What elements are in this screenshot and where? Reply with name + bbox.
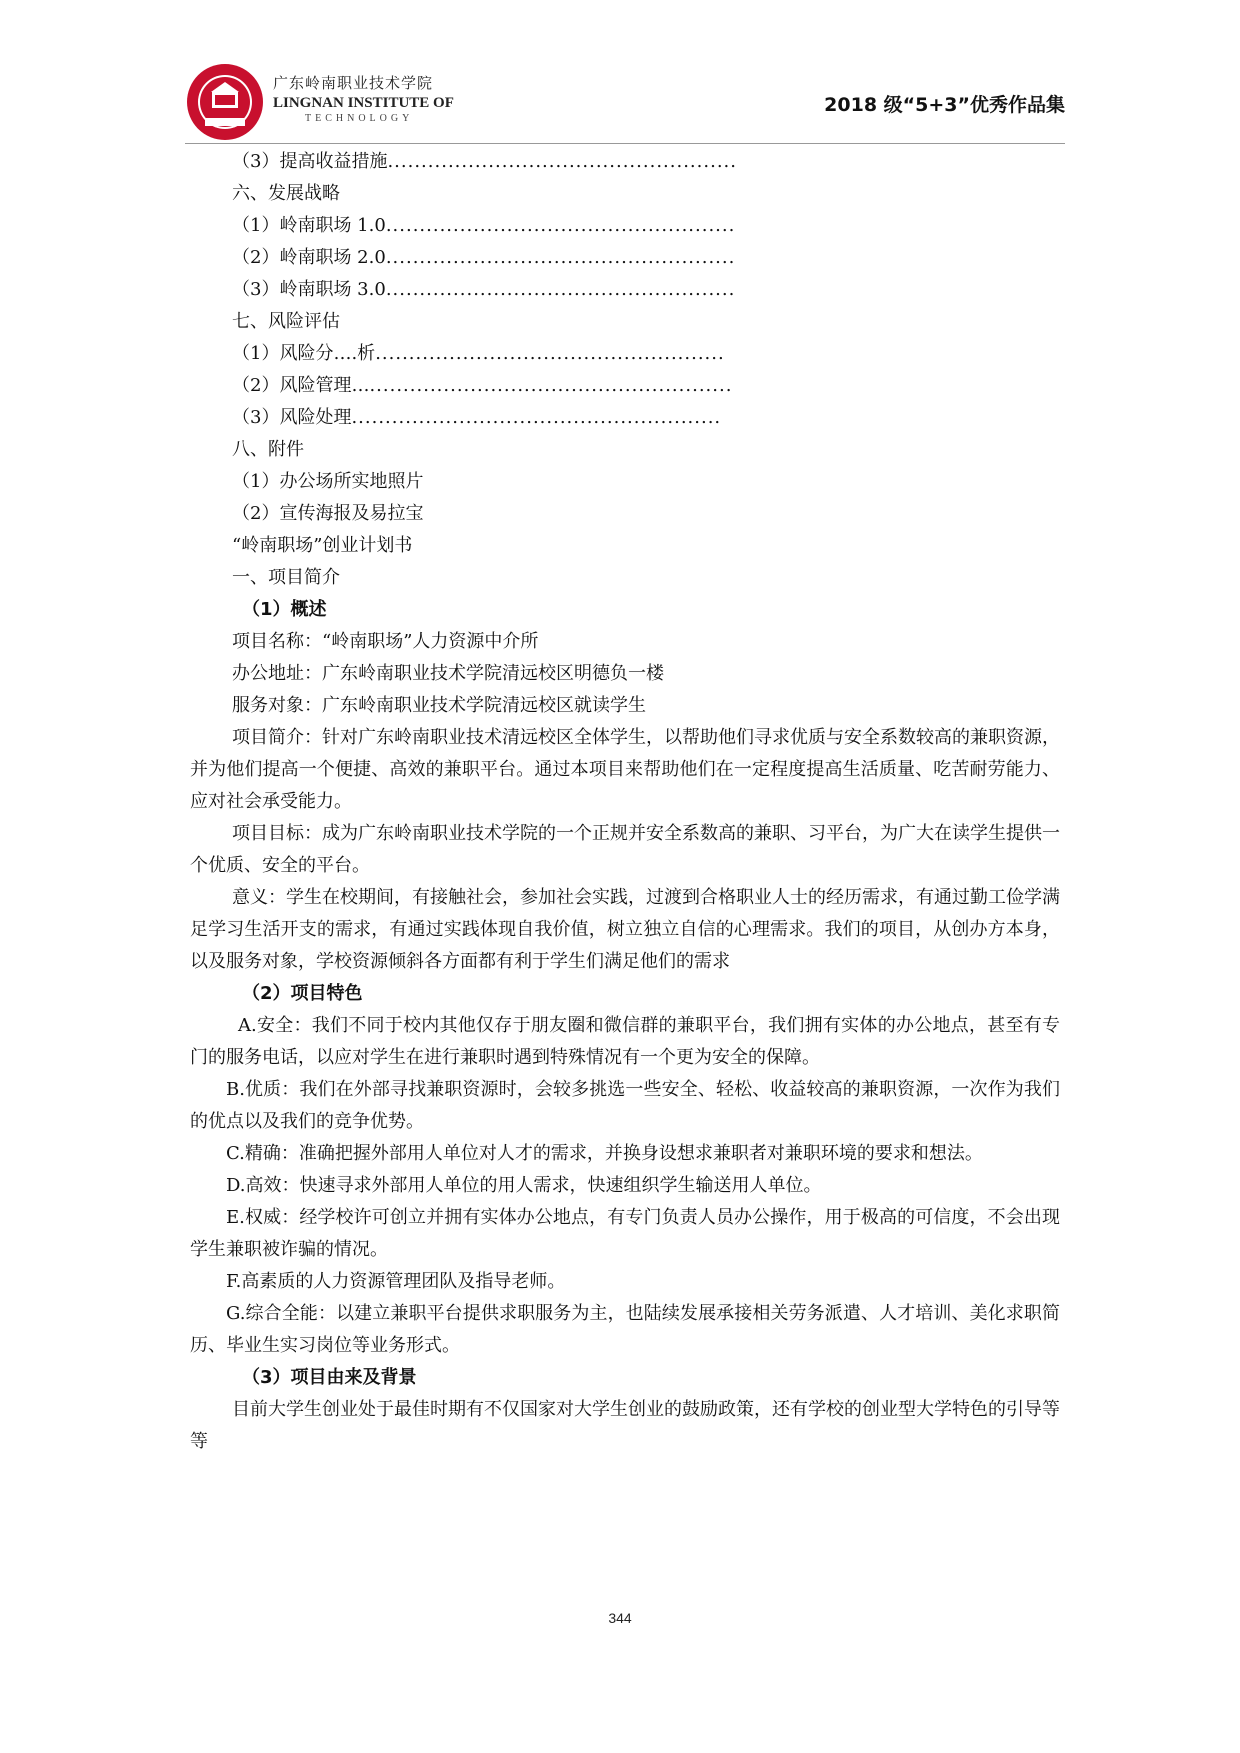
field-service-target: 服务对象：广东岭南职业技术学院清远校区就读学生 — [232, 695, 646, 716]
institute-logo-icon — [185, 62, 265, 142]
toc-entry-label: 六、发展战略 — [232, 183, 340, 204]
toc-entry-leader-dots: ...................................................... — [369, 375, 733, 396]
page-header — [185, 62, 1065, 142]
paragraph-background: 目前大学生创业处于最佳时期有不仅国家对大学生创业的鼓励政策，还有学校的创业型大学特色的引导等等 — [190, 1399, 1060, 1452]
toc-entry — [190, 178, 1060, 210]
document-body — [190, 146, 1060, 1458]
toc-entry-leader-dots: .................................................... — [385, 279, 736, 300]
header-divider — [185, 143, 1065, 144]
toc-entry — [190, 402, 1060, 434]
toc-entry-label: （3）岭南职场 3.0 — [232, 279, 386, 300]
toc-entry — [190, 306, 1060, 338]
toc-entry-leader-dots: .................................................... — [387, 151, 737, 172]
collection-title: 2018 级“5+3”优秀作品集 — [824, 94, 1065, 116]
toc-entry-label: 七、风险评估 — [232, 311, 340, 332]
toc-entry — [190, 242, 1060, 274]
toc-entry-label: （1）岭南职场 1.0 — [232, 215, 386, 236]
toc-entry-label: （3）风险处理 — [232, 407, 352, 428]
feature-item: A.安全：我们不同于校内其他仅存于朋友圈和微信群的兼职平台，我们拥有实体的办公地点，甚至有专门的服务电话，以应对学生在进行兼职时遇到特殊情况有一个更为安全的保障。 — [190, 1015, 1060, 1068]
feature-item: G.综合全能：以建立兼职平台提供求职服务为主，也陆续发展承接相关劳务派遣、人才培训、美化求职简历、毕业生实习岗位等业务形式。 — [190, 1303, 1060, 1356]
toc-entry — [190, 434, 1060, 466]
toc-entry-label: （3）提高收益措施 — [232, 151, 388, 172]
institute-name — [273, 72, 454, 124]
feature-item: F.高素质的人力资源管理团队及指导老师。 — [226, 1271, 566, 1292]
section-heading-background: （3）项目由来及背景 — [242, 1367, 417, 1388]
toc-entry-label: 一、项目简介 — [232, 567, 340, 588]
toc-entry — [190, 562, 1060, 594]
section-heading-features: （2）项目特色 — [242, 983, 363, 1004]
field-project-name: 项目名称：“岭南职场”人力资源中介所 — [232, 631, 539, 652]
toc-entry — [190, 370, 1060, 402]
paragraph-project-goal: 项目目标：成为广东岭南职业技术学院的一个正规并安全系数高的兼职、习平台，为广大在读学生提供一个优质、安全的平台。 — [190, 823, 1060, 876]
toc-entry-leader-dots: .................................................... — [375, 343, 725, 364]
paragraph-project-intro: 项目简介：针对广东岭南职业技术清远校区全体学生，以帮助他们寻求优质与安全系数较高的兼职资源，并为他们提高一个便捷、高效的兼职平台。通过本项目来帮助他们在一定程度提高生活质量、吃苦耐劳能力、应对社会承受能力。 — [190, 727, 1060, 812]
toc-entry-label: （2）风险管理… — [232, 375, 370, 396]
feature-item: C.精确：准确把握外部用人单位对人才的需求，并换身设想求兼职者对兼职环境的要求和想法。 — [226, 1143, 983, 1164]
toc-entry — [190, 210, 1060, 242]
section-heading-overview: （1）概述 — [242, 599, 327, 620]
toc-entry-label: （2）岭南职场 2.0 — [232, 247, 386, 268]
toc-entry-label: （2）宣传海报及易拉宝 — [232, 503, 424, 524]
paragraph-significance: 意义：学生在校期间，有接触社会，参加社会实践，过渡到合格职业人士的经历需求，有通过勤工俭学满足学习生活开支的需求，有通过实践体现自我价值，树立独立自信的心理需求。我们的项目，从创办方本身，以及服务对象，学校资源倾斜各方面都有利于学生们满足他们的需求 — [190, 887, 1060, 972]
toc-entry — [190, 466, 1060, 498]
toc-entry-label: （1）风险分….析 — [232, 343, 376, 364]
toc-entry-leader-dots: .................................................... — [385, 215, 736, 236]
page-number: 344 — [608, 1610, 632, 1626]
field-office-address: 办公地址：广东岭南职业技术学院清远校区明德负一楼 — [232, 663, 664, 684]
institute-name-en-line2: TECHNOLOGY — [305, 113, 414, 124]
feature-item: B.优质：我们在外部寻找兼职资源时，会较多挑选一些安全、轻松、收益较高的兼职资源，一次作为我们的优点以及我们的竞争优势。 — [190, 1079, 1060, 1132]
feature-item: D.高效：快速寻求外部用人单位的用人需求，快速组织学生输送用人单位。 — [226, 1175, 822, 1196]
institute-name-cn: 广东岭南职业技术学院 — [273, 74, 434, 92]
toc-entry-label: 八、附件 — [232, 439, 304, 460]
feature-item: E.权威：经学校许可创立并拥有实体办公地点，有专门负责人员办公操作，用于极高的可信度，不会出现学生兼职被诈骗的情况。 — [190, 1207, 1060, 1260]
toc-entry — [190, 274, 1060, 306]
table-of-contents — [190, 146, 1060, 594]
toc-entry-leader-dots: .................................................... — [385, 247, 736, 268]
toc-entry — [190, 498, 1060, 530]
toc-entry-label: “岭南职场”创业计划书 — [232, 535, 413, 556]
institute-name-en: LINGNAN INSTITUTE OF — [273, 95, 454, 111]
toc-entry — [190, 146, 1060, 178]
toc-entry — [190, 338, 1060, 370]
toc-entry-leader-dots: ....................................................... — [351, 407, 722, 428]
toc-entry — [190, 530, 1060, 562]
toc-entry-label: （1）办公场所实地照片 — [232, 471, 424, 492]
